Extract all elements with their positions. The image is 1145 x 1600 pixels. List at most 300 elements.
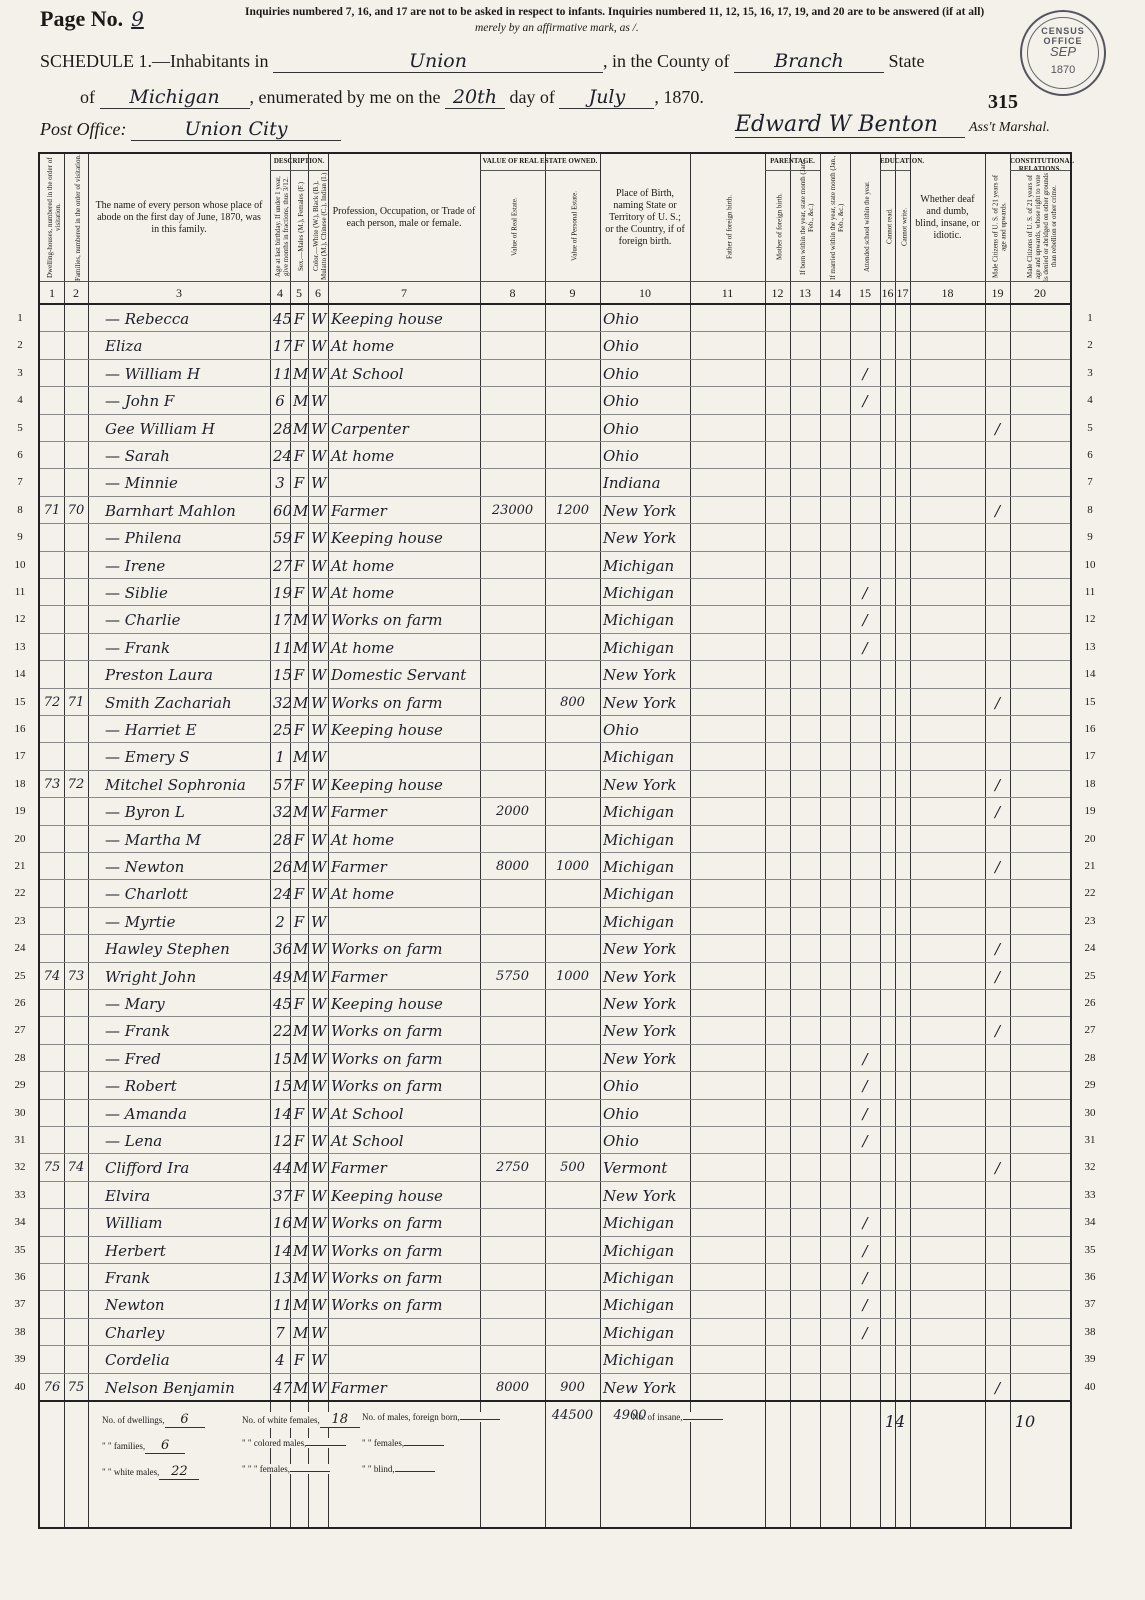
color: W bbox=[311, 310, 327, 328]
row-number-right: 38 bbox=[1084, 1325, 1096, 1338]
column-divider bbox=[88, 154, 89, 1527]
occupation: Works on farm bbox=[331, 1022, 443, 1041]
column-number: 16 bbox=[881, 286, 894, 300]
person-name: Frank bbox=[105, 1269, 151, 1287]
color: W bbox=[311, 940, 327, 959]
person-name: Newton bbox=[105, 1296, 165, 1315]
male-citizen bbox=[988, 633, 1007, 660]
color: W bbox=[311, 693, 327, 712]
row-number-right: 30 bbox=[1084, 1106, 1096, 1119]
family-number: 70 bbox=[67, 502, 85, 518]
attended-school bbox=[853, 962, 877, 989]
sex: M bbox=[293, 1269, 309, 1287]
of-label: of bbox=[80, 87, 95, 107]
group-heading-value: VALUE OF REAL ESTATE OWNED. bbox=[482, 157, 598, 165]
sex: F bbox=[293, 447, 305, 465]
personal-estate-value bbox=[548, 414, 597, 441]
birthplace: New York bbox=[603, 775, 677, 794]
dwelling-number: 75 bbox=[43, 1160, 61, 1176]
occupation: Keeping house bbox=[331, 721, 443, 739]
row-number-right: 31 bbox=[1084, 1134, 1096, 1146]
birthplace: Michigan bbox=[603, 858, 675, 876]
occupation: At home bbox=[331, 584, 395, 602]
color: W bbox=[311, 1241, 327, 1260]
attended-school: / bbox=[862, 1241, 868, 1260]
personal-estate-value bbox=[548, 605, 597, 632]
dwelling-number bbox=[43, 825, 61, 852]
family-number bbox=[67, 1126, 85, 1153]
occupation: Farmer bbox=[331, 858, 387, 876]
blind-count-value bbox=[395, 1471, 435, 1472]
row-number-left: 27 bbox=[14, 1024, 26, 1037]
age: 27 bbox=[273, 556, 293, 575]
age: 19 bbox=[273, 584, 293, 602]
color: W bbox=[311, 337, 327, 356]
person-name: Nelson Benjamin bbox=[105, 1378, 235, 1397]
row-number-right: 21 bbox=[1084, 860, 1096, 872]
county-label: , in the County of bbox=[602, 51, 730, 71]
birthplace: Ohio bbox=[603, 310, 639, 328]
day-of-label: day of bbox=[509, 87, 555, 107]
age: 2 bbox=[275, 912, 285, 931]
person-name: Clifford Ira bbox=[105, 1159, 190, 1178]
sex: M bbox=[293, 419, 309, 438]
personal-estate-value bbox=[548, 797, 597, 824]
person-name: William bbox=[105, 1214, 163, 1233]
group-heading-constitutional: CONSTITUTIONAL RELATIONS. bbox=[1010, 157, 1075, 173]
column-header-sex: Sex.—Males (M.), Females (F.) bbox=[297, 181, 305, 272]
column-number: 20 bbox=[1034, 286, 1046, 300]
row-number-left: 10 bbox=[14, 558, 26, 571]
dwelling-number bbox=[43, 523, 61, 550]
birthplace: Ohio bbox=[603, 1104, 639, 1123]
personal-estate-value bbox=[548, 1263, 597, 1290]
row-number-left: 12 bbox=[14, 613, 26, 626]
birthplace: Michigan bbox=[603, 885, 675, 904]
family-number bbox=[67, 742, 85, 769]
row-number-right: 33 bbox=[1084, 1188, 1096, 1201]
occupation: Works on farm bbox=[331, 1049, 443, 1068]
birthplace: New York bbox=[603, 666, 677, 685]
age: 44 bbox=[273, 1159, 293, 1178]
attended-school bbox=[853, 551, 877, 578]
person-name: — Martha M bbox=[105, 830, 201, 849]
male-citizen: / bbox=[994, 1378, 1001, 1397]
attended-school: / bbox=[862, 584, 868, 602]
row-number-left: 5 bbox=[17, 421, 23, 434]
age: 6 bbox=[275, 392, 285, 411]
age: 25 bbox=[273, 721, 293, 739]
sex: F bbox=[293, 474, 305, 493]
white-females-count-label: No. of white females, bbox=[242, 1415, 320, 1425]
real-estate-value bbox=[483, 468, 542, 495]
personal-estate-value bbox=[548, 770, 597, 797]
person-name: Elvira bbox=[105, 1186, 151, 1205]
row-number-left: 20 bbox=[14, 832, 26, 845]
dwelling-number bbox=[43, 468, 61, 495]
attended-school bbox=[853, 1153, 877, 1180]
column-divider bbox=[308, 154, 309, 1527]
row-number-right: 37 bbox=[1084, 1298, 1096, 1311]
color: W bbox=[311, 419, 327, 438]
birthplace: Ohio bbox=[603, 1132, 639, 1150]
column-header-denied: Male Citizens of U. S. of 21 years of age and upwards, whose right to vote is denied or abridged on other grounds than rebellion or other crime. bbox=[1026, 172, 1058, 281]
column-header-school: Attended school within the year. bbox=[863, 181, 871, 272]
attended-school: / bbox=[862, 1323, 868, 1342]
column-divider bbox=[270, 154, 271, 1527]
person-name: Smith Zachariah bbox=[105, 693, 232, 712]
sex: M bbox=[293, 940, 309, 959]
occupation: Works on farm bbox=[331, 611, 443, 630]
family-number bbox=[67, 386, 85, 413]
inquiry-note-2: merely by an affirmative mark, as /. bbox=[475, 22, 639, 34]
sex: F bbox=[293, 885, 305, 904]
dwelling-number bbox=[43, 1236, 61, 1263]
row-number-left: 6 bbox=[17, 449, 23, 461]
row-number-right: 22 bbox=[1084, 887, 1096, 900]
real-estate-value bbox=[483, 1236, 542, 1263]
dwelling-number bbox=[43, 934, 61, 961]
column-header-married-month: If married within the year, state month (Jan., Feb., &c.) bbox=[829, 155, 845, 280]
row-number-right: 13 bbox=[1084, 640, 1096, 653]
personal-estate-value bbox=[548, 907, 597, 934]
color: W bbox=[311, 1323, 327, 1342]
color: W bbox=[311, 1159, 327, 1178]
male-citizen bbox=[988, 1208, 1007, 1235]
dwelling-number bbox=[43, 1016, 61, 1043]
color: W bbox=[311, 1022, 327, 1041]
occupation: Keeping house bbox=[331, 1186, 443, 1205]
family-number bbox=[67, 304, 85, 331]
column-divider bbox=[985, 154, 986, 1527]
color: W bbox=[311, 1378, 327, 1397]
sex: M bbox=[293, 611, 309, 630]
column-number: 7 bbox=[401, 286, 407, 300]
row-number-right: 15 bbox=[1084, 695, 1096, 708]
person-name: Preston Laura bbox=[105, 666, 214, 685]
stamp-month: SEP bbox=[1049, 44, 1076, 59]
colored-females-count bbox=[240, 1464, 332, 1474]
row-number-left: 35 bbox=[14, 1243, 26, 1256]
family-number bbox=[67, 715, 85, 742]
dwelling-number bbox=[43, 797, 61, 824]
color: W bbox=[311, 995, 327, 1013]
color: W bbox=[311, 1077, 327, 1096]
family-number bbox=[67, 989, 85, 1016]
color: W bbox=[311, 1214, 327, 1233]
occupation: At School bbox=[331, 364, 404, 383]
age: 32 bbox=[273, 693, 293, 712]
real-estate-value bbox=[483, 1263, 542, 1290]
females-count-label: " " females, bbox=[362, 1438, 405, 1448]
dwelling-number: 76 bbox=[43, 1379, 61, 1395]
attended-school bbox=[853, 496, 877, 523]
row-number-right: 17 bbox=[1084, 750, 1096, 763]
personal-estate-value: 1200 bbox=[555, 502, 590, 518]
age: 7 bbox=[275, 1323, 285, 1342]
column-divider bbox=[690, 154, 691, 1527]
attended-school: / bbox=[862, 364, 868, 383]
color: W bbox=[311, 1186, 327, 1205]
sex: M bbox=[293, 1077, 309, 1096]
person-name: Barnhart Mahlon bbox=[105, 501, 236, 520]
attended-school: / bbox=[862, 611, 868, 630]
male-citizen: / bbox=[994, 858, 1001, 876]
row-number-left: 18 bbox=[14, 777, 26, 790]
stamp-top-text: CENSUS OFFICE bbox=[1041, 26, 1085, 46]
attended-school bbox=[853, 770, 877, 797]
birthplace: Michigan bbox=[603, 803, 675, 822]
male-citizen bbox=[988, 1236, 1007, 1263]
person-name: — Myrtie bbox=[105, 912, 176, 931]
males-foreign-count bbox=[360, 1412, 502, 1422]
column-divider bbox=[910, 154, 911, 1527]
color: W bbox=[311, 556, 327, 575]
person-name: — Newton bbox=[105, 858, 185, 876]
birthplace: Michigan bbox=[603, 611, 675, 630]
county-field: Branch bbox=[734, 50, 884, 73]
row-number-left: 21 bbox=[14, 860, 26, 872]
dwelling-number bbox=[43, 1126, 61, 1153]
occupation: Carpenter bbox=[331, 419, 409, 438]
column-header-mother-foreign: Mother of foreign birth. bbox=[775, 193, 784, 260]
family-number: 75 bbox=[67, 1379, 85, 1395]
real-estate-value bbox=[483, 578, 542, 605]
male-citizen: / bbox=[994, 967, 1001, 986]
birthplace: Michigan bbox=[603, 638, 675, 657]
column-header-dwellings: Dwelling-houses, numbered in the order of visitation. bbox=[46, 157, 62, 278]
color: W bbox=[311, 803, 327, 822]
column-number: 9 bbox=[569, 286, 576, 300]
blind-count-label: " " blind, bbox=[362, 1464, 395, 1474]
row-number-left: 37 bbox=[14, 1298, 26, 1311]
column-divider bbox=[850, 154, 851, 1527]
females-count bbox=[360, 1438, 446, 1448]
dwelling-number bbox=[43, 386, 61, 413]
sex: F bbox=[293, 666, 305, 685]
real-estate-value: 2750 bbox=[495, 1160, 530, 1176]
birthplace: New York bbox=[603, 995, 677, 1013]
age: 1 bbox=[275, 748, 285, 767]
sex: F bbox=[293, 775, 305, 794]
row-number-left: 40 bbox=[14, 1380, 26, 1393]
family-number bbox=[67, 1345, 85, 1372]
white-males-count bbox=[100, 1464, 201, 1480]
real-estate-value bbox=[483, 660, 542, 687]
family-number bbox=[67, 359, 85, 386]
dwelling-number bbox=[43, 414, 61, 441]
year-label: , 1870. bbox=[654, 87, 704, 107]
birthplace: New York bbox=[603, 1022, 677, 1041]
dwelling-number bbox=[43, 1208, 61, 1235]
color: W bbox=[311, 1132, 327, 1150]
color: W bbox=[311, 638, 327, 657]
real-estate-value: 5750 bbox=[495, 968, 530, 984]
row-number-left: 32 bbox=[14, 1161, 26, 1174]
row-number-right: 3 bbox=[1087, 366, 1093, 379]
person-name: — Philena bbox=[105, 529, 182, 548]
column-divider bbox=[328, 154, 329, 1527]
occupation bbox=[331, 742, 477, 769]
occupation: At home bbox=[331, 447, 395, 465]
age: 14 bbox=[273, 1241, 293, 1260]
birthplace: Ohio bbox=[603, 337, 639, 356]
real-estate-value bbox=[483, 331, 542, 358]
sex: M bbox=[293, 1214, 309, 1233]
column-divider bbox=[480, 154, 481, 1527]
row-number-left: 8 bbox=[17, 503, 23, 516]
family-number bbox=[67, 1071, 85, 1098]
age: 4 bbox=[275, 1351, 285, 1370]
sex: F bbox=[293, 310, 305, 328]
male-citizen bbox=[988, 359, 1007, 386]
row-number-left: 29 bbox=[14, 1079, 26, 1092]
attended-school bbox=[853, 1181, 877, 1208]
family-number bbox=[67, 1208, 85, 1235]
real-estate-value bbox=[483, 1318, 542, 1345]
birthplace: New York bbox=[603, 693, 677, 712]
birthplace: Michigan bbox=[603, 1269, 675, 1287]
row-number-right: 24 bbox=[1084, 942, 1096, 955]
white-males-count-value: 22 bbox=[159, 1464, 199, 1480]
column-number: 13 bbox=[799, 286, 811, 300]
row-number-right: 35 bbox=[1084, 1243, 1096, 1256]
row-number-left: 31 bbox=[14, 1134, 26, 1146]
person-name: — Robert bbox=[105, 1077, 177, 1096]
family-number bbox=[67, 1290, 85, 1317]
color: W bbox=[311, 447, 327, 465]
birthplace: Michigan bbox=[603, 584, 675, 602]
birthplace: Ohio bbox=[603, 721, 639, 739]
attended-school: / bbox=[862, 1049, 868, 1068]
post-office-field: Union City bbox=[131, 118, 341, 141]
age: 14 bbox=[273, 1104, 293, 1123]
column-header-cannot-write: Cannot write. bbox=[900, 207, 909, 246]
group-heading-parentage: PARENTAGE. bbox=[770, 157, 815, 165]
person-name: — Charlie bbox=[105, 611, 181, 630]
age: 32 bbox=[273, 803, 293, 822]
age: 11 bbox=[273, 638, 293, 657]
column-number: 1 bbox=[49, 286, 55, 300]
occupation: Works on farm bbox=[331, 1214, 443, 1233]
females-count-value bbox=[404, 1445, 444, 1446]
birthplace: New York bbox=[603, 940, 677, 959]
occupation: At home bbox=[331, 638, 395, 657]
sex: F bbox=[293, 337, 305, 356]
column-number: 5 bbox=[296, 286, 302, 300]
sex: M bbox=[293, 967, 309, 986]
age: 60 bbox=[273, 501, 293, 520]
attended-school bbox=[853, 688, 877, 715]
column-header-deaf: Whether deaf and dumb, blind, insane, or idiotic. bbox=[915, 193, 980, 241]
dwelling-number bbox=[43, 605, 61, 632]
male-citizen bbox=[988, 605, 1007, 632]
occupation bbox=[331, 907, 477, 934]
age: 15 bbox=[273, 1049, 293, 1068]
birthplace: Michigan bbox=[603, 556, 675, 575]
person-name: — Rebecca bbox=[105, 310, 190, 328]
family-number bbox=[67, 934, 85, 961]
age: 28 bbox=[273, 830, 293, 849]
row-number-right: 5 bbox=[1087, 421, 1093, 434]
family-number bbox=[67, 1263, 85, 1290]
color: W bbox=[311, 364, 327, 383]
personal-estate-value bbox=[548, 1044, 597, 1071]
real-estate-value: 8000 bbox=[495, 859, 530, 874]
personal-estate-value: 800 bbox=[560, 694, 585, 710]
white-males-count-label: " " white males, bbox=[102, 1467, 160, 1477]
real-estate-value bbox=[483, 1071, 542, 1098]
attended-school bbox=[853, 523, 877, 550]
occupation bbox=[331, 1345, 477, 1372]
family-number bbox=[67, 825, 85, 852]
occupation: Keeping house bbox=[331, 775, 443, 794]
birthplace: Michigan bbox=[603, 1241, 675, 1260]
male-citizen bbox=[988, 1071, 1007, 1098]
sex: M bbox=[293, 1241, 309, 1260]
sex: M bbox=[293, 1378, 309, 1397]
occupation: Works on farm bbox=[331, 1296, 443, 1315]
sex: M bbox=[293, 693, 309, 712]
occupation: Keeping house bbox=[331, 995, 443, 1013]
marshal-line bbox=[735, 112, 1050, 138]
row-number-right: 27 bbox=[1084, 1024, 1096, 1037]
occupation: At School bbox=[331, 1104, 404, 1123]
family-number bbox=[67, 1181, 85, 1208]
male-citizen: / bbox=[994, 501, 1001, 520]
family-number bbox=[67, 551, 85, 578]
occupation bbox=[331, 1318, 477, 1345]
row-number-left: 11 bbox=[14, 586, 26, 598]
real-estate-value bbox=[483, 715, 542, 742]
colored-females-count-value bbox=[290, 1471, 330, 1472]
family-number bbox=[67, 414, 85, 441]
dwelling-number: 71 bbox=[43, 502, 61, 518]
row-number-right: 12 bbox=[1084, 613, 1096, 626]
male-citizen bbox=[988, 468, 1007, 495]
birthplace: Indiana bbox=[603, 474, 661, 493]
stamp-year: 1870 bbox=[1050, 64, 1076, 76]
color: W bbox=[311, 885, 327, 904]
group-heading-underline bbox=[480, 170, 600, 171]
occupation: Farmer bbox=[331, 803, 387, 822]
color: W bbox=[311, 721, 327, 739]
real-estate-value bbox=[483, 907, 542, 934]
family-number bbox=[67, 797, 85, 824]
row-number-right: 20 bbox=[1084, 832, 1096, 845]
day-field: 20th bbox=[445, 86, 505, 109]
male-citizen: / bbox=[994, 419, 1001, 438]
dwelling-number bbox=[43, 852, 61, 879]
personal-estate-value bbox=[548, 359, 597, 386]
age: 45 bbox=[273, 995, 293, 1013]
column-number: 19 bbox=[991, 286, 1004, 300]
personal-estate-value bbox=[548, 1071, 597, 1098]
township-field: Union bbox=[273, 50, 603, 73]
person-name: — Lena bbox=[105, 1132, 163, 1150]
attended-school bbox=[853, 468, 877, 495]
family-number bbox=[67, 441, 85, 468]
column-header-age: Age at last birthday. If under 1 year, give months in fractions, thus 3/12. bbox=[274, 176, 290, 277]
family-number bbox=[67, 468, 85, 495]
sex: F bbox=[293, 1186, 305, 1205]
family-number bbox=[67, 660, 85, 687]
real-estate-value bbox=[483, 742, 542, 769]
male-citizen bbox=[988, 1290, 1007, 1317]
occupation: Keeping house bbox=[331, 310, 443, 328]
occupation: At School bbox=[331, 1132, 404, 1150]
real-estate-value: 23000 bbox=[491, 502, 534, 518]
